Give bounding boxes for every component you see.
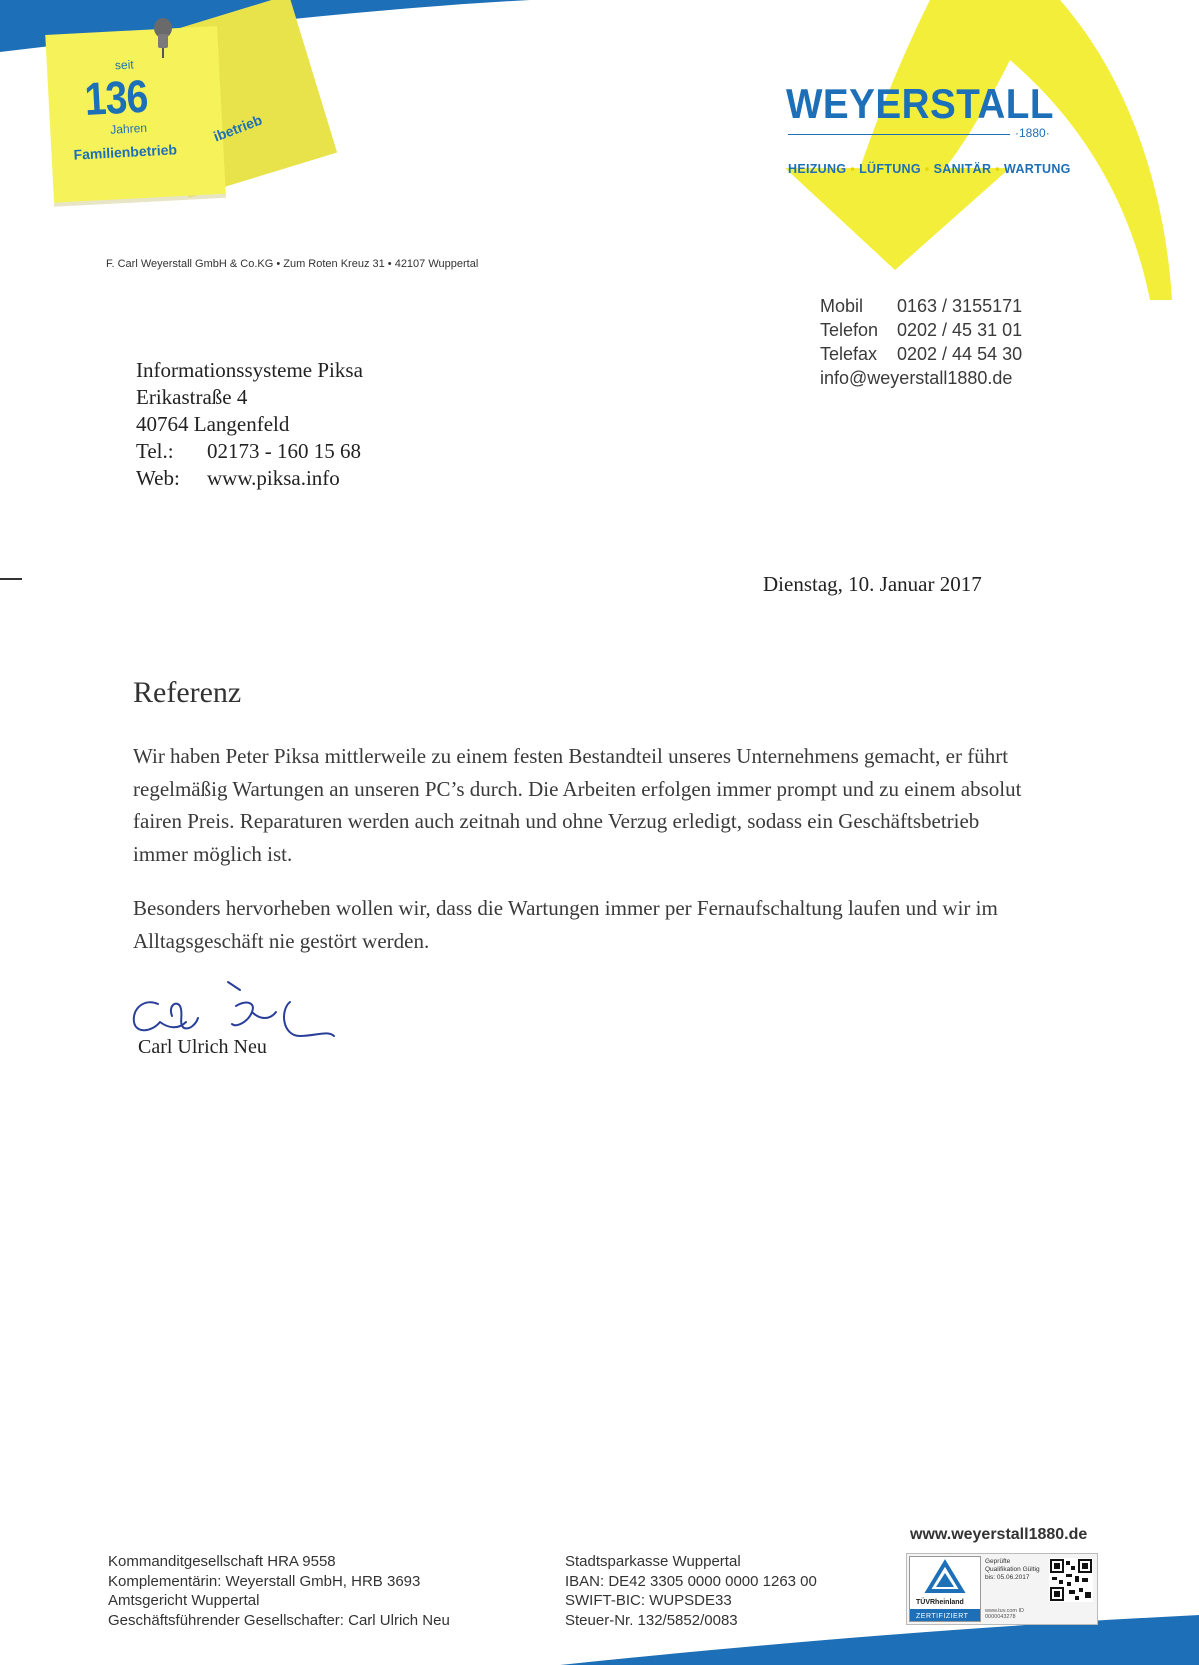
sticky-familienbetrieb: Familienbetrieb bbox=[73, 141, 178, 163]
footer-legal-info bbox=[108, 1552, 450, 1630]
contact-block bbox=[820, 294, 1022, 390]
recipient-tel-label: Tel.: bbox=[136, 439, 174, 463]
footer-mid-line: IBAN: DE42 3305 0000 0000 1263 00 bbox=[565, 1572, 817, 1590]
sticky-back-note-fragment: ibetrieb bbox=[211, 111, 265, 145]
letter-date: Dienstag, 10. Januar 2017 bbox=[763, 572, 982, 596]
company-logo: WEYERSTALL bbox=[786, 80, 1054, 127]
fold-mark bbox=[0, 578, 22, 580]
sender-line: F. Carl Weyerstall GmbH & Co.KG • Zum Roten Kreuz 31 • 42107 Wuppertal bbox=[106, 258, 479, 270]
tuv-certificate-badge bbox=[906, 1553, 1098, 1625]
mobil-number: 0163 / 3155171 bbox=[897, 296, 1023, 316]
recipient-address bbox=[136, 357, 363, 492]
recipient-company: Informationssysteme Piksa bbox=[136, 358, 363, 382]
footer-left-line: Kommanditgesellschaft HRA 9558 bbox=[108, 1553, 336, 1570]
footer-mid-line: SWIFT-BIC: WUPSDE33 bbox=[565, 1592, 732, 1609]
tuv-zertifiziert: ZERTIFIZIERT bbox=[916, 1613, 969, 1620]
tagline-heizung: HEIZUNG bbox=[788, 162, 847, 176]
sticky-years: 136 bbox=[83, 69, 149, 125]
logo-tagline: HEIZUNG ▪ LÜFTUNG ▪ SANITÄR ▪ WARTUNG bbox=[788, 162, 1071, 176]
qr-code-icon bbox=[1049, 1558, 1093, 1602]
certificate-text: Geprüfte Qualifikation Gültig bis: 05.06.2017 bbox=[985, 1558, 1040, 1581]
footer-website: www.weyerstall1880.de bbox=[910, 1526, 1088, 1543]
footer-left-line: Geschäftsführender Gesellschafter: Carl Ulrich Neu bbox=[108, 1611, 450, 1629]
sticky-note bbox=[45, 21, 265, 200]
email-address: info@weyerstall1880.de bbox=[820, 368, 1013, 388]
logo-year: ·1880· bbox=[1015, 126, 1050, 140]
tagline-sanitaer: SANITÄR bbox=[933, 162, 992, 176]
yellow-arrow-shape bbox=[785, 0, 1172, 300]
telefax-label: Telefax bbox=[820, 344, 878, 364]
body-paragraph-1: Wir haben Peter Piksa mittlerweile zu einem festen Bestandteil unseres Unternehmens gemacht, er führt regelmäßig Wartungen an unseren PC’s durch. Die Arbeiten erfolgen immer prompt und zu einem absolut fairen Preis. Reparaturen werden auch zeitnah und ohne Verzug erledigt, sodass ein Geschäftsbetrieb immer möglich ist. bbox=[133, 744, 1022, 866]
tagline-lueftung: LÜFTUNG bbox=[859, 162, 921, 176]
tuv-logo bbox=[909, 1556, 981, 1622]
footer-mid-line: Stadtsparkasse Wuppertal bbox=[565, 1553, 741, 1570]
handwritten-signature bbox=[134, 982, 334, 1036]
tuv-brand: TÜVRheinland bbox=[916, 1599, 964, 1606]
sticky-jahren: Jahren bbox=[109, 120, 148, 137]
telefax-number: 0202 / 44 54 30 bbox=[897, 344, 1023, 364]
mobil-label: Mobil bbox=[820, 296, 864, 316]
recipient-web-label: Web: bbox=[136, 466, 180, 490]
footer-left-line: Amtsgericht Wuppertal bbox=[108, 1592, 260, 1609]
body-paragraph-2: Besonders hervorheben wollen wir, dass die Wartungen immer per Fernaufschaltung laufen und wir im Alltagsgeschäft nie gestört werden. bbox=[133, 896, 998, 953]
recipient-web: www.piksa.info bbox=[207, 466, 340, 490]
telefon-label: Telefon bbox=[820, 320, 879, 340]
telefon-number: 0202 / 45 31 01 bbox=[897, 320, 1023, 340]
tuv-triangle-icon bbox=[910, 1557, 980, 1597]
recipient-street: Erikastraße 4 bbox=[136, 385, 248, 409]
recipient-tel: 02173 - 160 15 68 bbox=[207, 439, 361, 463]
logo-rule bbox=[788, 134, 1010, 135]
tagline-wartung: WARTUNG bbox=[1004, 162, 1071, 176]
recipient-city: 40764 Langenfeld bbox=[136, 412, 290, 436]
letter-subject: Referenz bbox=[133, 676, 242, 709]
signature-name: Carl Ulrich Neu bbox=[138, 1036, 267, 1058]
footer-mid-line: Steuer-Nr. 132/5852/0083 bbox=[565, 1611, 738, 1629]
certificate-url: www.tuv.com ID 0000043278 bbox=[985, 1608, 1025, 1620]
sticky-seit: seit bbox=[114, 57, 134, 73]
footer-bank-info bbox=[565, 1552, 817, 1630]
footer-left-line: Komplementärin: Weyerstall GmbH, HRB 3693 bbox=[108, 1572, 421, 1590]
